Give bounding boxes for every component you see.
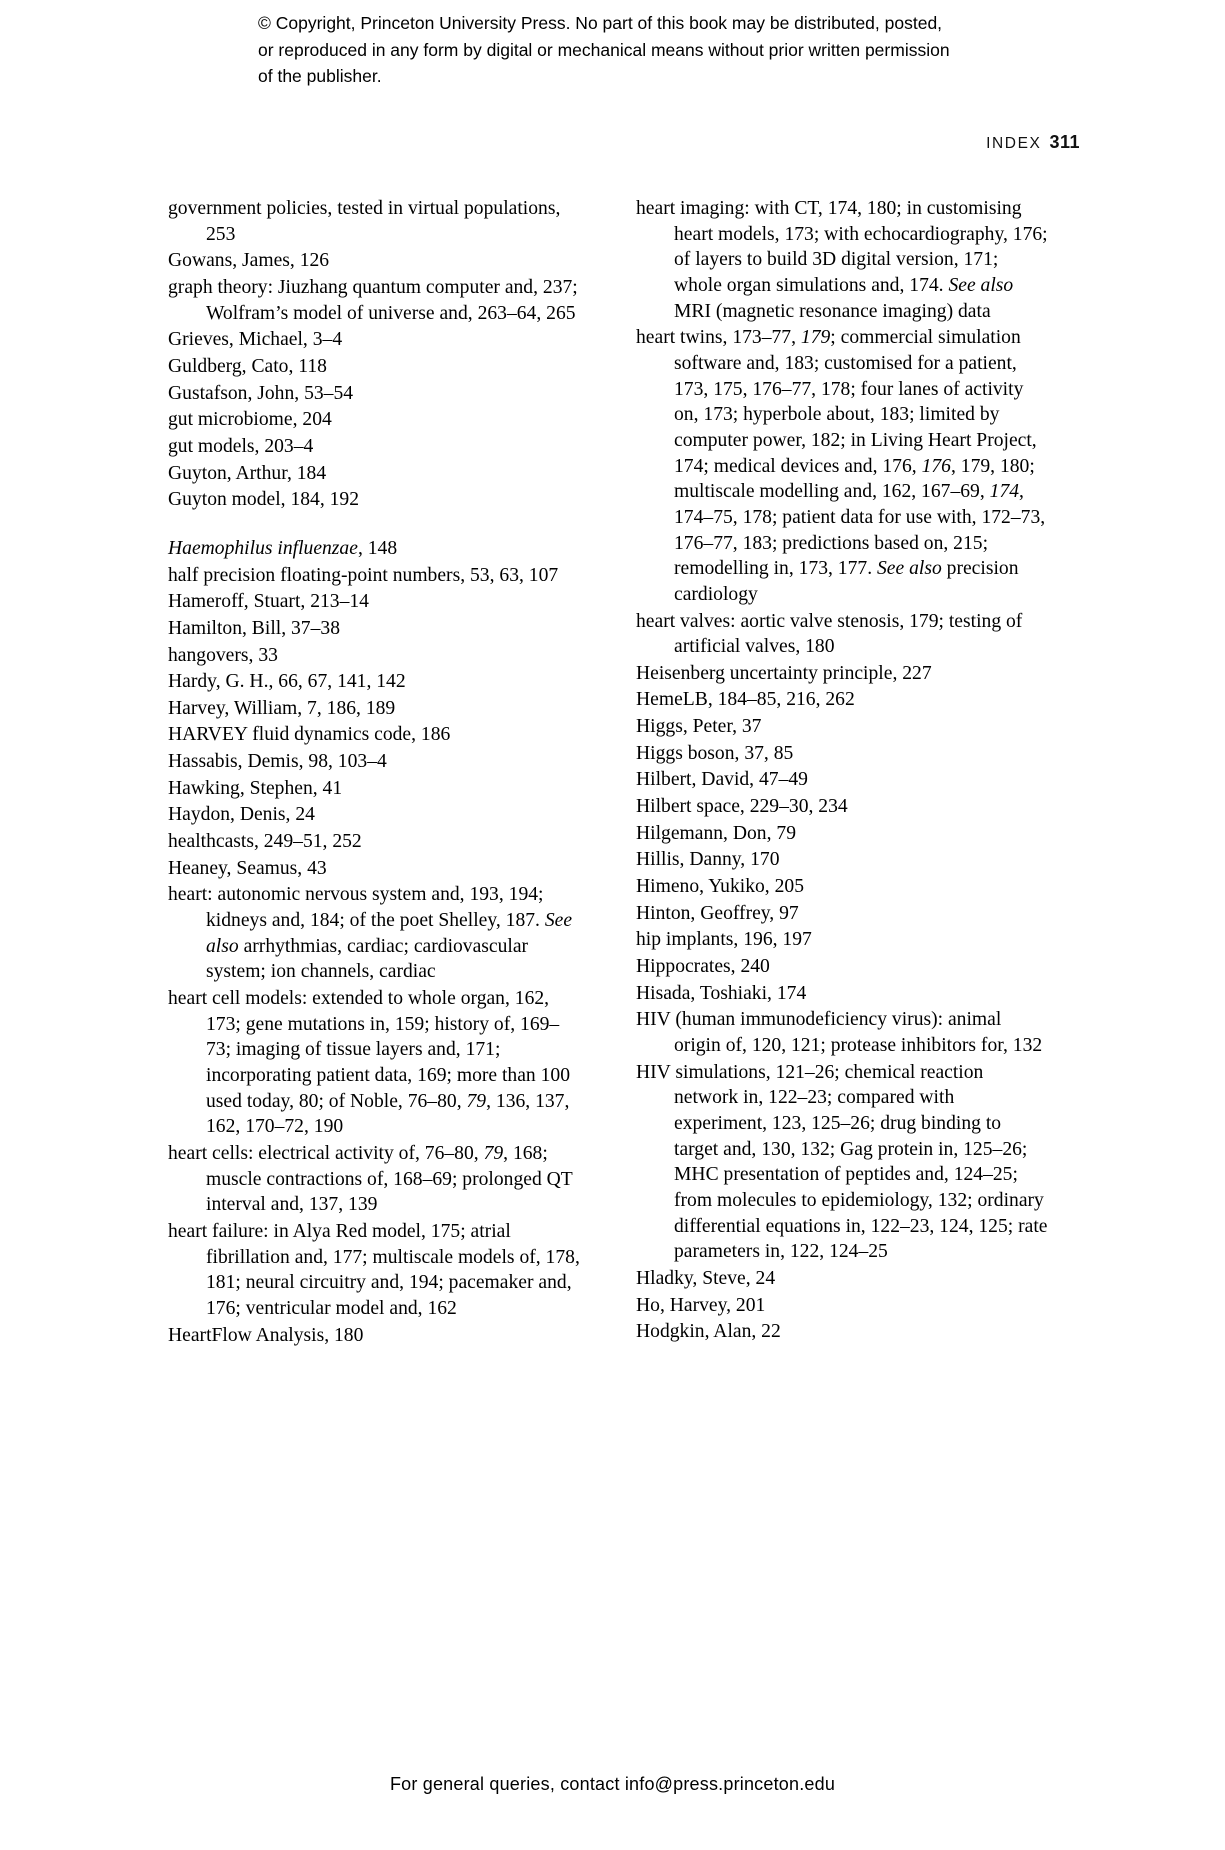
index-entry: Heaney, Seamus, 43 [168,857,327,879]
index-entry: Haydon, Denis, 24 [168,804,315,826]
index-entry: heart: autonomic nervous system and, 193, 194; kidneys and, 184; of the poet Shelley, 187. See also arrhythmias, cardiac; cardiovascular system; ion channels, cardiac [168,884,573,983]
index-entry: Hippocrates, 240 [636,956,770,978]
index-entry: heart valves: aortic valve stenosis, 179; testing of artificial valves, 180 [636,610,1023,658]
index-entry: Guyton model, 184, 192 [168,489,360,511]
index-entry: Hamilton, Bill, 37–38 [168,617,340,639]
index-entry: Hawking, Stephen, 41 [168,777,343,799]
index-entry: HIV simulations, 121–26; chemical reaction network in, 122–23; compared with experiment, 123, 125–26; drug binding to target and, 130, 132; Gag protein in, 125–26; MHC presentation of peptides and, 124–25; from molecules to epidemiology, 132; ordinary differential equations in, 122–23, 124, 125; rate parameters in, 122, 124–25 [636,1061,1048,1263]
index-entry: heart twins, 173–77, 179; commercial simulation software and, 183; customised for a patient, 173, 175, 176–77, 178; four lanes of activity on, 173; hyperbole about, 183; limited by computer power, 182; in Living Heart Project, 174; medical devices and, 176, 176, 179, 180; multiscale modelling and, 162, 167–69, 174, 174–75, 178; patient data for use with, 172–73, 176–77, 183; predictions based on, 215; remodelling in, 173, 177. See also precision cardiology [636,327,1046,605]
index-entry: heart cell models: extended to whole organ, 162, 173; gene mutations in, 159; history of, 169–73; imaging of tissue layers and, 171; incorporating patient data, 169; more than 100 used today, 80; of Noble, 76–80, 79, 136, 137, 162, 170–72, 190 [168,988,571,1138]
index-entry: HeartFlow Analysis, 180 [168,1324,364,1346]
index-entry: Hameroff, Stuart, 213–14 [168,591,369,613]
index-entry: Hardy, G. H., 66, 67, 141, 142 [168,671,406,693]
index-columns [168,196,1063,1349]
page-number: 311 [1049,132,1080,152]
index-column-left [168,196,580,1349]
index-entry: heart imaging: with CT, 174, 180; in customising heart models, 173; with echocardiography, 176; of layers to build 3D digital version, 171; whole organ simulations and, 174. See also MRI (magnetic resonance imaging) data [636,198,1048,322]
index-column-right [636,196,1048,1349]
index-entry: Hillis, Danny, 170 [636,849,780,871]
running-head-label: INDEX [986,135,1042,152]
index-entry: healthcasts, 249–51, 252 [168,831,362,853]
index-entry: Hinton, Geoffrey, 97 [636,902,799,924]
entry-group-gap [168,514,580,536]
index-entry: Hilbert, David, 47–49 [636,769,808,791]
index-entry: Gowans, James, 126 [168,250,330,272]
index-entry: Guyton, Arthur, 184 [168,462,327,484]
index-entry: Himeno, Yukiko, 205 [636,876,804,898]
index-entry: gut microbiome, 204 [168,409,332,431]
index-entry: Heisenberg uncertainty principle, 227 [636,662,932,684]
index-entry: hangovers, 33 [168,644,278,666]
index-entry: gut models, 203–4 [168,435,314,457]
index-entry: Haemophilus influenzae, 148 [168,537,398,559]
copyright-notice: © Copyright, Princeton University Press. No part of this book may be distributed, posted, or reproduced in any form by digital or mechanical means without prior written permission of the publisher. [258,13,950,87]
index-entry: Hilbert space, 229–30, 234 [636,796,848,818]
running-head [986,132,1080,153]
index-entry: hip implants, 196, 197 [636,929,812,951]
index-entry: Hodgkin, Alan, 22 [636,1321,781,1343]
index-entry: HemeLB, 184–85, 216, 262 [636,689,855,711]
index-entry: Ho, Harvey, 201 [636,1294,766,1316]
index-entry: HIV (human immunodeficiency virus): animal origin of, 120, 121; protease inhibitors for, 132 [636,1009,1043,1056]
index-entry: Hilgemann, Don, 79 [636,822,796,844]
index-entry: Gustafson, John, 53–54 [168,382,354,404]
index-entry: Hisada, Toshiaki, 174 [636,982,807,1004]
index-entry: heart failure: in Alya Red model, 175; atrial fibrillation and, 177; multiscale models of, 178, 181; neural circuitry and, 194; pacemaker and, 176; ventricular model and, 162 [168,1220,580,1319]
index-entry: Harvey, William, 7, 186, 189 [168,697,396,719]
index-entry: HARVEY fluid dynamics code, 186 [168,724,451,746]
index-entry: Hassabis, Demis, 98, 103–4 [168,751,387,773]
index-entry: Hladky, Steve, 24 [636,1267,776,1289]
index-entry: Higgs, Peter, 37 [636,716,762,738]
page-footer: For general queries, contact info@press.princeton.edu [389,1774,836,1794]
index-entry: graph theory: Jiuzhang quantum computer and, 237; Wolfram’s model of universe and, 263–64, 265 [168,276,578,324]
index-entry: heart cells: electrical activity of, 76–80, 79, 168; muscle contractions of, 168–69; prolonged QT interval and, 137, 139 [168,1142,573,1216]
index-entry: Grieves, Michael, 3–4 [168,329,343,351]
index-entry: Higgs boson, 37, 85 [636,742,794,764]
index-entry: Guldberg, Cato, 118 [168,355,327,377]
index-entry: government policies, tested in virtual populations, 253 [168,198,561,245]
index-entry: half precision floating-point numbers, 53, 63, 107 [168,564,559,586]
